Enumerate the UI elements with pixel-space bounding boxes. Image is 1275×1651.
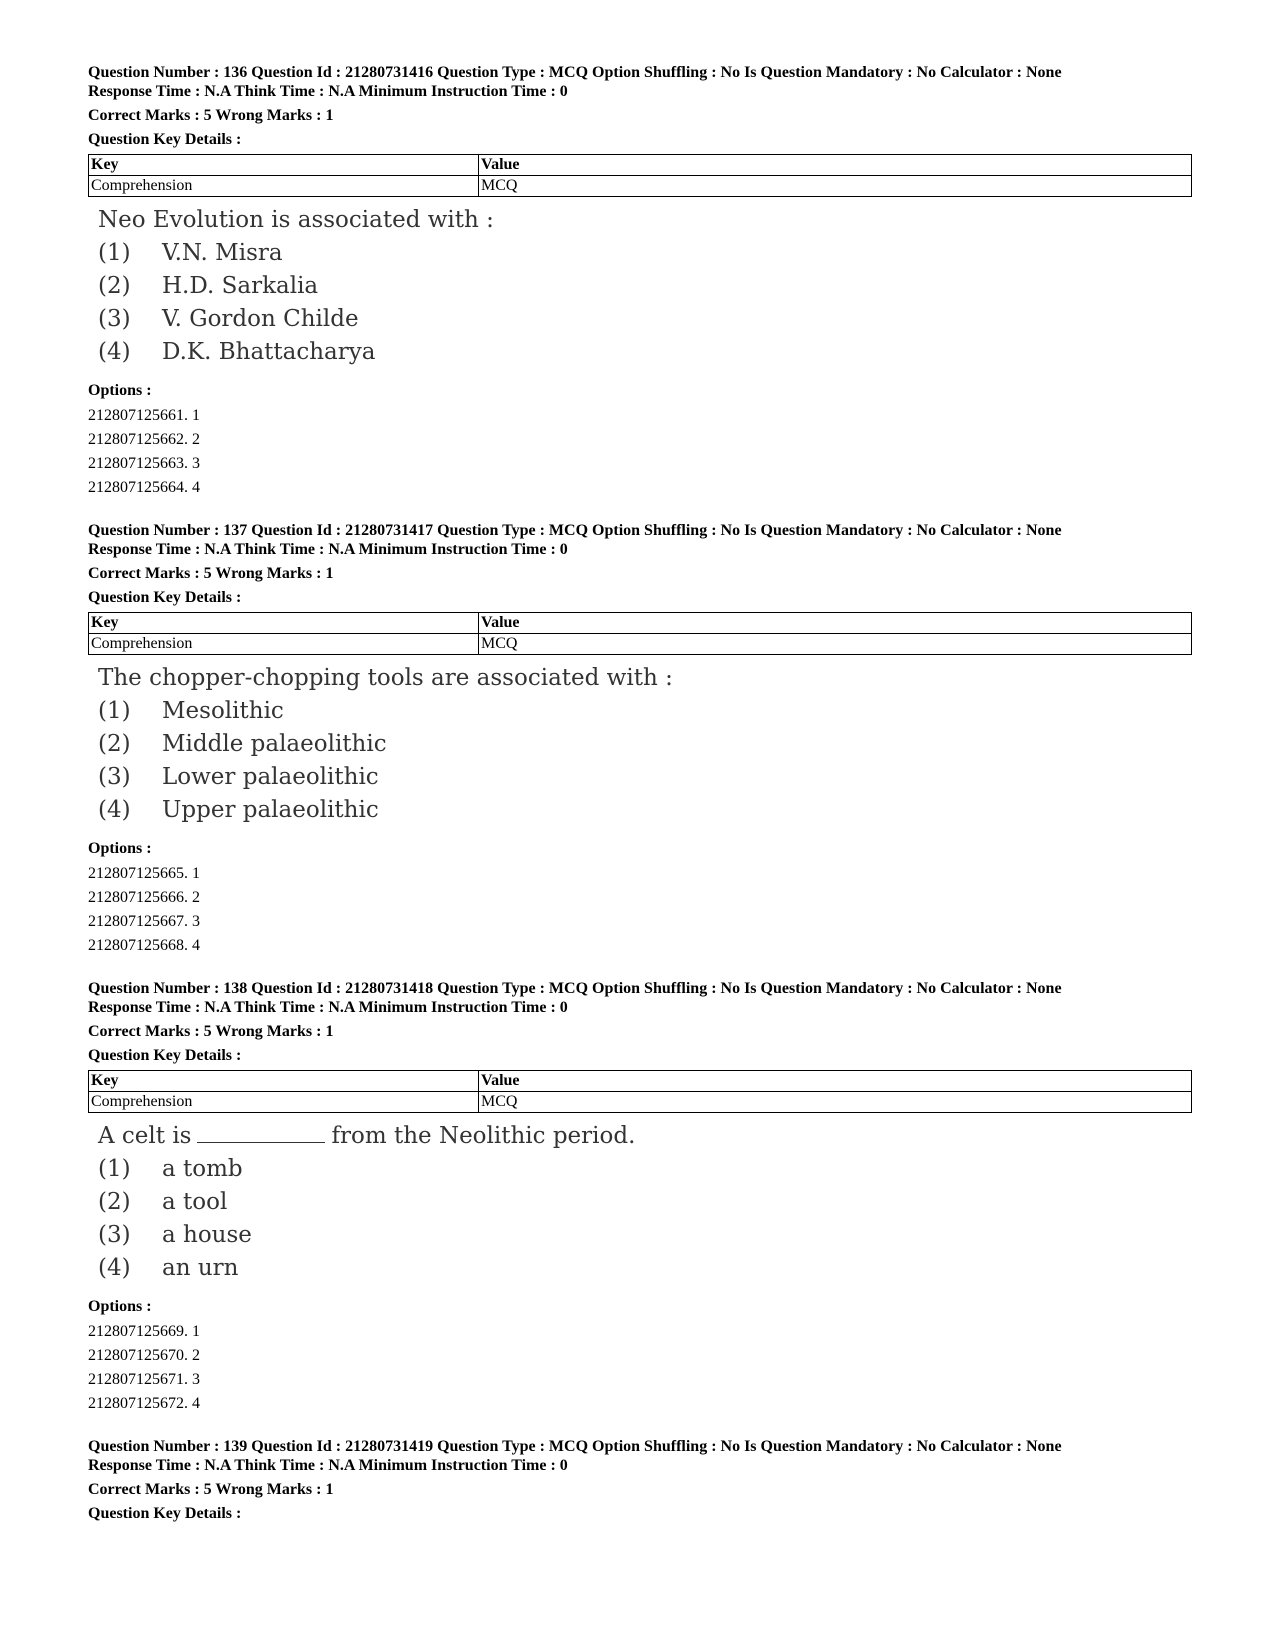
answer-number: (1) [98,1156,131,1182]
table-header-key: Key [89,1071,479,1092]
answer-number: (4) [98,339,131,365]
answer-text: Middle palaeolithic [162,731,387,757]
question-meta [88,1437,1192,1475]
marks-line: Correct Marks : 5 Wrong Marks : 1 [88,1023,334,1040]
answer-number: (4) [98,797,131,823]
question-content [88,203,1192,369]
key-details-heading: Question Key Details : [88,1505,242,1522]
question-text [98,1119,1192,1153]
answer-text: D.K. Bhattacharya [162,339,376,365]
question-meta-line: Question Number : 138 Question Id : 21280731418 Question Type : MCQ Option Shuffling : No Is Question Mandatory : No Calculator : None [88,980,1062,997]
answer-choice [98,303,1192,336]
question-timing-line: Response Time : N.A Think Time : N.A Minimum Instruction Time : 0 [88,83,568,100]
option-item: 212807125665. 1 [88,865,200,882]
answer-number: (2) [98,731,131,757]
answer-text: a house [162,1222,252,1248]
question-timing-line: Response Time : N.A Think Time : N.A Minimum Instruction Time : 0 [88,1457,568,1474]
option-item: 212807125667. 3 [88,913,200,930]
question-block [88,1437,1192,1523]
answer-text: Mesolithic [162,698,284,724]
answer-choice [98,761,1192,794]
document-page [88,63,1192,1542]
key-details-heading: Question Key Details : [88,589,242,606]
answer-choice [98,794,1192,827]
question-meta-line: Question Number : 137 Question Id : 21280731417 Question Type : MCQ Option Shuffling : No Is Question Mandatory : No Calculator : None [88,522,1062,539]
table-cell-key: Comprehension [89,1092,479,1113]
table-cell-key: Comprehension [89,176,479,197]
answer-number: (1) [98,698,131,724]
question-content [88,661,1192,827]
answer-number: (3) [98,764,131,790]
table-header-value: Value [479,613,1192,634]
answer-choice [98,336,1192,369]
answer-number: (3) [98,306,131,332]
question-timing-line: Response Time : N.A Think Time : N.A Minimum Instruction Time : 0 [88,999,568,1016]
question-block [88,521,1192,958]
question-text: Neo Evolution is associated with : [98,207,494,233]
marks-line: Correct Marks : 5 Wrong Marks : 1 [88,107,334,124]
table-cell-value: MCQ [479,634,1192,655]
options-heading: Options : [88,840,152,857]
table-header-value: Value [479,155,1192,176]
option-item: 212807125661. 1 [88,407,200,424]
answer-number: (2) [98,1189,131,1215]
table-header-key: Key [89,155,479,176]
question-text: The chopper-chopping tools are associated with : [98,665,673,691]
option-item: 212807125670. 2 [88,1347,200,1364]
answer-number: (2) [98,273,131,299]
table-header-row [89,1071,1192,1092]
answer-number: (4) [98,1255,131,1281]
answer-text: Lower palaeolithic [162,764,379,790]
table-row [89,176,1192,197]
option-item: 212807125666. 2 [88,889,200,906]
table-cell-value: MCQ [479,1092,1192,1113]
answer-text: H.D. Sarkalia [162,273,319,299]
question-meta [88,521,1192,559]
answer-number: (1) [98,240,131,266]
key-details-heading: Question Key Details : [88,131,242,148]
options-list [88,862,1192,958]
key-details-table [88,1070,1192,1113]
table-cell-key: Comprehension [89,634,479,655]
question-block [88,979,1192,1416]
option-item: 212807125663. 3 [88,455,200,472]
option-item: 212807125669. 1 [88,1323,200,1340]
answer-text: V.N. Misra [162,240,283,266]
question-text-after: from the Neolithic period. [331,1123,636,1149]
fill-in-blank [197,1122,325,1143]
table-row [89,1092,1192,1113]
table-row [89,634,1192,655]
answer-choice [98,237,1192,270]
table-header-value: Value [479,1071,1192,1092]
answer-choice [98,1186,1192,1219]
options-heading: Options : [88,1298,152,1315]
answer-choice [98,695,1192,728]
answer-choice [98,270,1192,303]
question-text-before: A celt is [98,1123,192,1149]
key-details-table [88,612,1192,655]
key-details-table [88,154,1192,197]
answer-choice [98,1252,1192,1285]
answer-text: a tool [162,1189,228,1215]
answer-number: (3) [98,1222,131,1248]
option-item: 212807125664. 4 [88,479,200,496]
key-details-heading: Question Key Details : [88,1047,242,1064]
option-item: 212807125662. 2 [88,431,200,448]
option-item: 212807125668. 4 [88,937,200,954]
option-item: 212807125672. 4 [88,1395,200,1412]
question-timing-line: Response Time : N.A Think Time : N.A Minimum Instruction Time : 0 [88,541,568,558]
question-meta [88,979,1192,1017]
table-header-row [89,613,1192,634]
answer-choice [98,1219,1192,1252]
options-heading: Options : [88,382,152,399]
question-content [88,1119,1192,1285]
answer-text: V. Gordon Childe [162,306,359,332]
option-item: 212807125671. 3 [88,1371,200,1388]
marks-line: Correct Marks : 5 Wrong Marks : 1 [88,1481,334,1498]
table-cell-value: MCQ [479,176,1192,197]
options-list [88,1320,1192,1416]
answer-choice [98,728,1192,761]
answer-text: an urn [162,1255,239,1281]
question-block [88,63,1192,500]
options-list [88,404,1192,500]
question-meta-line: Question Number : 139 Question Id : 21280731419 Question Type : MCQ Option Shuffling : No Is Question Mandatory : No Calculator : None [88,1438,1062,1455]
answer-text: a tomb [162,1156,243,1182]
table-header-key: Key [89,613,479,634]
answer-text: Upper palaeolithic [162,797,379,823]
marks-line: Correct Marks : 5 Wrong Marks : 1 [88,565,334,582]
answer-choice [98,1153,1192,1186]
question-meta-line: Question Number : 136 Question Id : 21280731416 Question Type : MCQ Option Shuffling : No Is Question Mandatory : No Calculator : None [88,64,1062,81]
table-header-row [89,155,1192,176]
question-meta [88,63,1192,101]
